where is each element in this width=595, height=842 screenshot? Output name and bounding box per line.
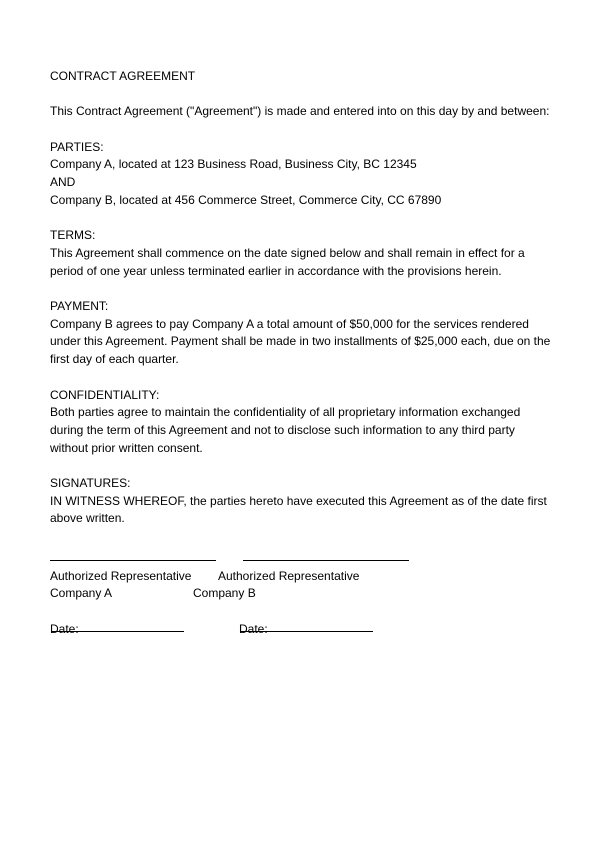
signatory-company-a: Company A xyxy=(50,586,113,601)
signatory-role-b: Authorized Representative xyxy=(218,568,360,583)
party-b-text: Company B, located at 456 Commerce Street, Commerce City, CC 67890 xyxy=(50,192,442,207)
contract-document xyxy=(50,68,555,638)
parties-conjunction: AND xyxy=(50,175,76,190)
signature-line-company-a xyxy=(50,560,216,561)
signatory-company-b: Company B xyxy=(193,586,256,601)
terms-paragraph: This Agreement shall commence on the date signed below and shall remain in effect for a period of one year unless terminated earlier in accordance with the provisions herein. xyxy=(50,245,525,278)
signature-lines xyxy=(50,550,555,568)
payment-heading: PAYMENT: xyxy=(50,299,109,314)
signatory-role-a: Authorized Representative xyxy=(50,568,192,583)
document-title: CONTRACT AGREEMENT xyxy=(50,69,196,83)
signatures-paragraph: IN WITNESS WHEREOF, the parties hereto have executed this Agreement as of the date first above written. xyxy=(50,493,547,526)
date-blank-line-a xyxy=(52,621,184,632)
signature-roles-row xyxy=(50,568,555,586)
party-a-text: Company A, located at 123 Business Road, Business City, BC 12345 xyxy=(50,157,417,172)
signature-line-company-b xyxy=(243,560,409,561)
confidentiality-paragraph: Both parties agree to maintain the confidentiality of all proprietary information exchanged during the term of this Agreement and not to disclose such information to any third party without prior written consent. xyxy=(50,405,521,455)
date-row xyxy=(50,621,555,639)
terms-heading: TERMS: xyxy=(50,228,96,243)
signature-companies-row xyxy=(50,585,555,603)
intro-paragraph: This Contract Agreement ("Agreement") is made and entered into on this day by and between: xyxy=(50,104,550,119)
date-label-a: Date: xyxy=(50,621,79,636)
date-label-b: Date: xyxy=(239,621,268,636)
confidentiality-heading: CONFIDENTIALITY: xyxy=(50,387,160,402)
payment-paragraph: Company B agrees to pay Company A a total amount of $50,000 for the services rendered under this Agreement. Payment shall be made in two installments of $25,000 each, due on the first day of each quarter. xyxy=(50,316,551,367)
date-blank-line-b xyxy=(241,621,373,632)
parties-heading: PARTIES: xyxy=(50,139,104,154)
signatures-heading: SIGNATURES: xyxy=(50,476,131,491)
